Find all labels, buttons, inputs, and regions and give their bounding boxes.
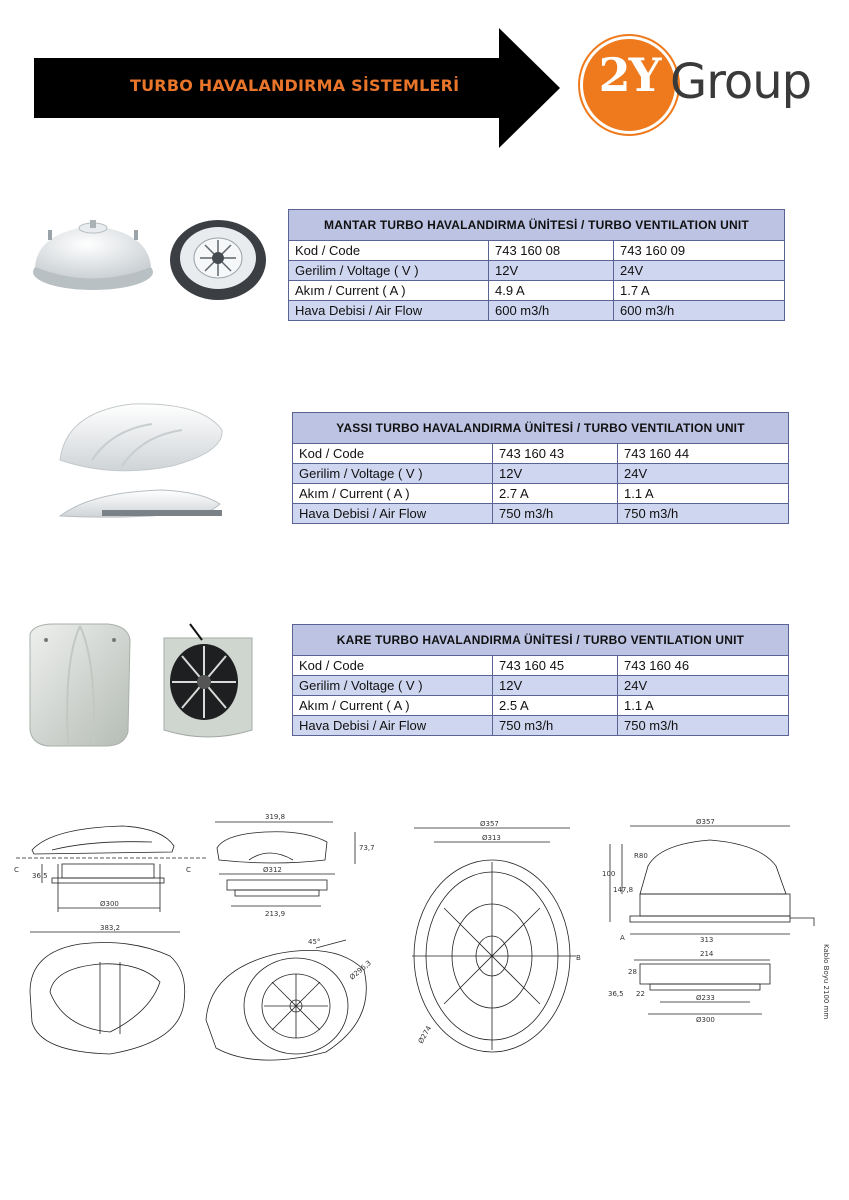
- spec-value-1: 12V: [493, 464, 618, 484]
- mushroom-fan-photo: [168, 218, 268, 302]
- round-side-mark: A: [620, 934, 625, 942]
- round-side-dim-radius: R80: [634, 852, 648, 860]
- round-side-dim-height: 100: [602, 870, 616, 878]
- drawing-round-side: [600, 814, 840, 1028]
- spec-label: Hava Debisi / Air Flow: [289, 301, 489, 321]
- spec-label: Kod / Code: [289, 241, 489, 261]
- flat-profile-dim-inner: 213,9: [265, 910, 286, 918]
- spec-value-1: 12V: [493, 676, 618, 696]
- spec-value-2: 743 160 09: [614, 241, 785, 261]
- spec-label: Akım / Current ( A ): [293, 484, 493, 504]
- spec-label: Gerilim / Voltage ( V ): [293, 676, 493, 696]
- round-side-dim-22: 22: [636, 990, 645, 998]
- spec-value-1: 4.9 A: [489, 281, 614, 301]
- round-side-dim-depth: 36,5: [608, 990, 624, 998]
- table-row: [293, 716, 789, 736]
- spec-label: Kod / Code: [293, 656, 493, 676]
- logo-wordmark: Group: [670, 54, 812, 110]
- drawing-flat-side: [12, 820, 212, 920]
- spec-value-2: 1.1 A: [618, 484, 789, 504]
- spec-value-1: 743 160 45: [493, 656, 618, 676]
- table-row: [289, 281, 785, 301]
- spec-table-title: MANTAR TURBO HAVALANDIRMA ÜNİTESİ / TURBO VENTILATION UNIT: [289, 210, 785, 241]
- table-row: [293, 696, 789, 716]
- flat-profile-dim-height: 73,7: [359, 844, 375, 852]
- square-fan-photo: [160, 620, 256, 744]
- round-side-dim-28: 28: [628, 968, 637, 976]
- spec-value-2: 1.7 A: [614, 281, 785, 301]
- spec-value-2: 24V: [618, 464, 789, 484]
- table-row: [293, 464, 789, 484]
- header-banner: [34, 28, 560, 148]
- flat-profile-dim-diameter: Ø312: [263, 866, 282, 874]
- flat-side-mark-left: C: [14, 866, 19, 874]
- round-top-dim-base: Ø274: [416, 1024, 434, 1045]
- round-side-dim-total: 147,8: [613, 886, 634, 894]
- logo-mark: 2Y: [598, 48, 660, 102]
- flat-side-dim-height: 36,5: [32, 872, 48, 880]
- spec-value-1: 743 160 43: [493, 444, 618, 464]
- spec-label: Hava Debisi / Air Flow: [293, 716, 493, 736]
- spec-value-1: 2.5 A: [493, 696, 618, 716]
- spec-value-2: 24V: [614, 261, 785, 281]
- spec-label: Gerilim / Voltage ( V ): [289, 261, 489, 281]
- spec-value-2: 750 m3/h: [618, 716, 789, 736]
- spec-value-2: 743 160 46: [618, 656, 789, 676]
- spec-value-1: 2.7 A: [493, 484, 618, 504]
- spec-table-flat: [292, 412, 789, 524]
- drawing-flat-top: [20, 922, 202, 1062]
- spec-label: Gerilim / Voltage ( V ): [293, 464, 493, 484]
- mushroom-unit-photo: [30, 212, 156, 294]
- table-row: [293, 484, 789, 504]
- round-side-dim-outer: Ø357: [696, 818, 715, 826]
- spec-value-2: 24V: [618, 676, 789, 696]
- drawing-flat-iso: [196, 930, 396, 1070]
- drawing-round-top: [404, 818, 600, 1054]
- round-top-dim-outer: Ø357: [480, 820, 499, 828]
- square-unit-photo: [24, 620, 136, 750]
- spec-value-1: 750 m3/h: [493, 716, 618, 736]
- round-side-dim-width: 313: [700, 936, 714, 944]
- round-top-mark: B: [576, 954, 581, 962]
- spec-label: Akım / Current ( A ): [289, 281, 489, 301]
- spec-value-1: 12V: [489, 261, 614, 281]
- flat-top-dim-length: 383,2: [100, 924, 121, 932]
- table-row: [293, 656, 789, 676]
- page-title: TURBO HAVALANDIRMA SİSTEMLERİ: [130, 76, 460, 95]
- spec-table-title: YASSI TURBO HAVALANDIRMA ÜNİTESİ / TURBO VENTILATION UNIT: [293, 413, 789, 444]
- spec-label: Akım / Current ( A ): [293, 696, 493, 716]
- flat-iso-dim-diameter: Ø296,3: [348, 958, 373, 982]
- spec-label: Hava Debisi / Air Flow: [293, 504, 493, 524]
- spec-table-title: KARE TURBO HAVALANDIRMA ÜNİTESİ / TURBO VENTILATION UNIT: [293, 625, 789, 656]
- spec-table-mushroom: [288, 209, 785, 321]
- table-row: [289, 261, 785, 281]
- spec-value-1: 750 m3/h: [493, 504, 618, 524]
- round-side-dim-233: Ø233: [696, 994, 715, 1002]
- table-row: [289, 241, 785, 261]
- flat-side-mark-right: C: [186, 866, 191, 874]
- table-row: [289, 301, 785, 321]
- drawing-flat-profile: [205, 808, 375, 926]
- spec-value-2: 600 m3/h: [614, 301, 785, 321]
- round-side-cable-note: Kablo Boyu 2100 mm: [822, 944, 830, 1020]
- flat-side-dim-diameter: Ø300: [100, 900, 119, 908]
- table-row: [293, 676, 789, 696]
- spec-value-2: 743 160 44: [618, 444, 789, 464]
- spec-value-1: 600 m3/h: [489, 301, 614, 321]
- flat-unit-photo: [52, 400, 232, 524]
- spec-value-2: 750 m3/h: [618, 504, 789, 524]
- round-top-dim-inner: Ø313: [482, 834, 501, 842]
- spec-value-1: 743 160 08: [489, 241, 614, 261]
- flat-profile-dim-width: 319,8: [265, 813, 286, 821]
- spec-value-2: 1.1 A: [618, 696, 789, 716]
- round-side-dim-300: Ø300: [696, 1016, 715, 1024]
- round-side-dim-frame: 214: [700, 950, 714, 958]
- spec-table-square: [292, 624, 789, 736]
- spec-label: Kod / Code: [293, 444, 493, 464]
- table-row: [293, 444, 789, 464]
- flat-iso-dim-angle: 45°: [308, 938, 321, 946]
- company-logo: [578, 34, 818, 140]
- table-row: [293, 504, 789, 524]
